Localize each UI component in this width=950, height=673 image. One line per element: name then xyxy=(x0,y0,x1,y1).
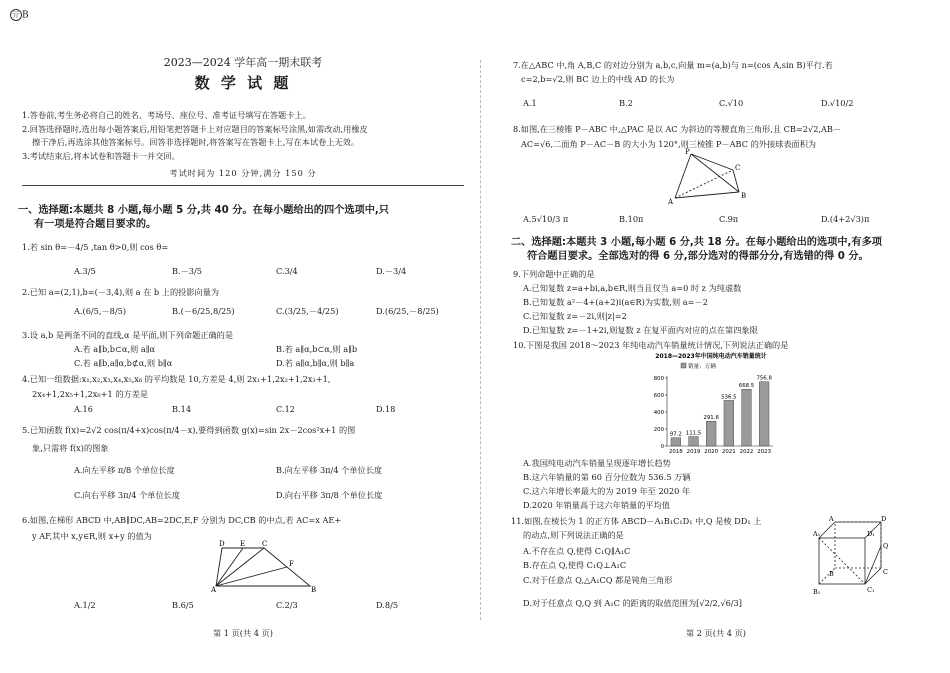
q5-option-c: C.向右平移 3π/4 个单位长度 xyxy=(74,490,181,500)
segment-af xyxy=(216,567,287,586)
q11-stem-cont: 的动点,则下列说法正确的是 xyxy=(523,530,624,540)
label-d1: D₁ xyxy=(867,530,875,538)
q6-option-d: D.8/5 xyxy=(376,600,399,610)
q1-option-d: D.－3/4 xyxy=(376,266,407,276)
q11-stem: 11.如图,在棱长为 1 的正方体 ABCD－A₁B₁C₁D₁ 中,Q 是棱 DD₁ 上 xyxy=(511,516,762,526)
q9-option-b: B.已知复数 a²－4+(a+2)i(a∈R)为实数,则 a=－2 xyxy=(523,297,708,307)
bar-2021 xyxy=(724,400,734,446)
q1-options xyxy=(14,266,472,280)
q7-option-a: A.1 xyxy=(523,98,537,108)
label-p: P xyxy=(685,148,690,156)
q10-option-c: C.这六年增长率最大的为 2019 年至 2020 年 xyxy=(523,486,691,496)
q5-option-b: B.向左平移 3π/4 个单位长度 xyxy=(276,465,383,475)
page-2-footer: 第 2 页(共 4 页) xyxy=(686,628,746,638)
y-tick-label: 200 xyxy=(653,427,664,433)
q3-option-d: D.若 a∥α,b∥α,则 b∥a xyxy=(276,358,355,368)
bar-2020 xyxy=(706,421,716,446)
page-1-footer: 第 1 页(共 4 页) xyxy=(213,628,273,638)
bar-2022 xyxy=(742,389,752,446)
label-a: A xyxy=(668,198,674,206)
q6-stem: 6.如图,在梯形 ABCD 中,AB∥DC,AB=2DC,E,F 分别为 DC,CB 的中点,若 AC=x AE+ xyxy=(22,515,342,525)
q5-stem-cont: 象,只需将 f(x)的图象 xyxy=(32,443,109,453)
notice-2-cont: 擦干净后,再选涂其他答案标号。回答非选择题时,将答案写在答题卡上,写在本试卷上无效。 xyxy=(32,137,360,147)
segment-c1q xyxy=(865,546,881,584)
q6-trapezoid-figure xyxy=(210,540,320,592)
q10-stem: 10.下图是我国 2018～2023 年纯电动汽车销量统计情况,下列说法正确的是 xyxy=(513,340,789,350)
trapezoid-outline xyxy=(216,548,310,586)
label-a: A xyxy=(829,515,834,523)
legend-label: 销量：万辆 xyxy=(688,364,716,370)
q3-option-a: A.若 a∥b,b⊂α,则 a∥α xyxy=(74,344,156,354)
data-label-2020: 291.6 xyxy=(703,415,719,422)
q5-option-a: A.向左平移 π/8 个单位长度 xyxy=(74,465,175,475)
q1-option-c: C.3/4 xyxy=(276,266,298,276)
q11-option-b: B.存在点 Q,使得 C₁Q⊥A₁C xyxy=(523,560,627,570)
section1-heading: 一、选择题:本题共 8 小题,每小题 5 分,共 40 分。在每小题给出的四个选项中,只 xyxy=(18,205,389,216)
q8-option-a: A.5√10/3 π xyxy=(523,214,569,224)
label-q: Q xyxy=(883,542,889,550)
label-b: B xyxy=(829,570,834,578)
label-a1: A₁ xyxy=(813,530,821,538)
q3-option-b: B.若 a∥α,b⊂α,则 a∥b xyxy=(276,344,358,354)
edge-pc xyxy=(691,154,733,170)
q1-option-a: A.3/5 xyxy=(74,266,96,276)
q2-option-b: B.(－6/25,8/25) xyxy=(172,306,235,316)
badge-letter: B xyxy=(22,10,29,21)
q5-options-row2 xyxy=(14,490,472,504)
legend-swatch xyxy=(681,363,686,368)
edge-ab xyxy=(675,192,739,198)
q7-stem: 7.在△ABC 中,角 A,B,C 的对边分别为 a,b,c,向量 m=(a,b)与 n=(cos A,sin B)平行.若 xyxy=(513,60,833,70)
q1-stem: 1.若 sin θ=－4/5 ,tan θ>0,则 cos θ= xyxy=(22,242,169,252)
subject-title: 数 学 试 题 xyxy=(194,74,292,92)
q7-options xyxy=(491,98,941,112)
bar-2023 xyxy=(759,382,769,446)
page-divider xyxy=(480,60,481,620)
data-label-2021: 536.5 xyxy=(721,394,737,401)
q4-option-c: C.12 xyxy=(276,404,295,414)
exam-title: 2023—2024 学年高一期末联考 xyxy=(163,56,323,69)
edge-cb xyxy=(733,170,739,192)
q2-option-a: A.(6/5,－8/5) xyxy=(74,306,127,316)
x-tick-label-2018: 2018 xyxy=(668,449,683,455)
page-2 xyxy=(491,0,941,673)
chart-title: 2018—2023年中国纯电动汽车销量统计 xyxy=(655,353,767,360)
q5-stem: 5.已知函数 f(x)=2√2 cos(π/4+x)cos(π/4－x),要得到函数 g(x)=sin 2x－2cos²x+1 的图 xyxy=(22,425,356,435)
q6-option-a: A.1/2 xyxy=(74,600,96,610)
edge-pa xyxy=(675,154,691,198)
q10-option-d: D.2020 年销量高于这六年销量的平均值 xyxy=(523,500,670,510)
notice-1: 1.答卷前,考生务必将自己的姓名、考场号、座位号、准考证号填写在答题卡上。 xyxy=(22,110,311,120)
label-d: D xyxy=(881,515,887,523)
label-c: C xyxy=(735,164,741,172)
q5-options-row1 xyxy=(14,465,472,479)
q11-cube-figure xyxy=(813,514,891,598)
q2-option-d: D.(6/25,－8/25) xyxy=(376,306,439,316)
y-tick-label: 800 xyxy=(653,376,664,382)
q8-option-b: B.10π xyxy=(619,214,644,224)
q8-stem-cont: AC=√6,二面角 P－AC－B 的大小为 120°,则三棱锥 P－ABC 的外接球表面积为 xyxy=(521,139,817,149)
edge-pb xyxy=(691,154,739,192)
x-tick-label-2019: 2019 xyxy=(686,449,701,455)
q4-stem: 4.已知一组数据:x₁,x₂,x₃,x₄,x₅,x₆ 的平均数是 10,方差是 4,则 2x₁+1,2x₂+1,2x₃+1, xyxy=(22,374,331,384)
q6-stem-cont: y AF,其中 x,y∈R,则 x+y 的值为 xyxy=(32,531,152,541)
section2-heading-cont: 符合题目要求。全部选对的得 6 分,部分选对的得部分分,有选错的得 0 分。 xyxy=(527,251,869,262)
label-e: E xyxy=(240,540,246,548)
header-rule xyxy=(22,185,464,186)
q3-option-c: C.若 a∥b,a∥α,b⊄α,则 b∥α xyxy=(74,358,173,368)
q4-options xyxy=(14,404,472,418)
q4-option-d: D.18 xyxy=(376,404,396,414)
edge-a1a xyxy=(819,522,835,538)
bar-2018 xyxy=(671,438,681,446)
q8-option-c: C.9π xyxy=(719,214,739,224)
q8-options xyxy=(491,214,941,228)
notice-2: 2.回答选择题时,选出每小题答案后,用铅笔把答题卡上对应题目的答案标号涂黑,如需改动,用橡皮 xyxy=(22,124,368,134)
page-1 xyxy=(14,0,472,673)
x-tick-label-2021: 2021 xyxy=(721,449,736,455)
q5-option-d: D.向右平移 3π/8 个单位长度 xyxy=(276,490,383,500)
q8-option-d: D.(4+2√3)π xyxy=(821,214,870,224)
badge-symbol: 亓 xyxy=(10,9,22,21)
bar-chart-svg xyxy=(641,350,781,456)
q3-stem: 3.设 a,b 是两条不同的直线,α 是平面,则下列命题正确的是 xyxy=(22,330,234,340)
q7-option-d: D.√10/2 xyxy=(821,98,854,108)
q7-option-b: B.2 xyxy=(619,98,633,108)
q10-option-a: A.我国纯电动汽车销量呈现逐年增长趋势 xyxy=(523,458,671,468)
y-tick-label: 600 xyxy=(653,393,664,399)
segment-ac xyxy=(216,548,264,586)
label-b1: B₁ xyxy=(813,588,821,596)
q6-option-c: C.2/3 xyxy=(276,600,298,610)
q4-option-a: A.16 xyxy=(74,404,93,414)
label-d: D xyxy=(219,540,225,548)
label-b: B xyxy=(311,586,317,592)
label-b: B xyxy=(741,192,747,200)
q3-options-row2 xyxy=(14,358,472,372)
q11-option-d: D.对于任意点 Q,Q 到 A₁C 的距离的取值范围为[√2/2,√6/3] xyxy=(523,598,742,608)
label-a: A xyxy=(211,586,217,592)
label-c1: C₁ xyxy=(867,586,875,594)
q9-option-a: A.已知复数 z=a+bi,a,b∈R,则当且仅当 a=0 时 z 为纯虚数 xyxy=(523,283,742,293)
q8-stem: 8.如图,在三棱锥 P－ABC 中,△PAC 是以 AC 为斜边的等腰直角三角形,且 CB=2√2,AB－ xyxy=(513,124,842,134)
x-tick-label-2022: 2022 xyxy=(739,449,754,455)
label-c: C xyxy=(262,540,268,548)
q7-stem-cont: c=2,b=√2,则 BC 边上的中线 AD 的长为 xyxy=(521,74,675,84)
q6-option-b: B.6/5 xyxy=(172,600,194,610)
x-tick-label-2023: 2023 xyxy=(757,449,772,455)
q9-stem: 9.下列命题中正确的是 xyxy=(513,269,595,279)
q9-option-d: D.已知复数 z=－1+2i,则复数 z 在复平面内对应的点在第四象限 xyxy=(523,325,758,335)
q9-option-c: C.已知复数 z=－2i,则|z|=2 xyxy=(523,311,627,321)
q1-option-b: B.－3/5 xyxy=(172,266,202,276)
data-label-2023: 756.8 xyxy=(756,375,772,382)
x-tick-label-2020: 2020 xyxy=(704,449,719,455)
q4-stem-cont: 2x₄+1,2x₅+1,2x₆+1 的方差是 xyxy=(32,389,149,399)
q6-options xyxy=(14,600,472,614)
edge-c1c xyxy=(865,568,881,584)
notice-3: 3.考试结束后,将本试卷和答题卡一并交回。 xyxy=(22,151,180,161)
label-f: F xyxy=(289,560,294,568)
data-label-2019: 111.5 xyxy=(685,430,702,437)
q2-options xyxy=(14,306,472,320)
q11-option-c: C.对于任意点 Q,△A₁CQ 都是钝角三角形 xyxy=(523,575,673,585)
q10-option-b: B.这六年销量的第 60 百分位数为 536.5 万辆 xyxy=(523,472,691,482)
q8-tetrahedron-figure xyxy=(667,148,757,206)
q10-bar-chart xyxy=(641,350,781,456)
label-c: C xyxy=(883,568,888,576)
q7-option-c: C.√10 xyxy=(719,98,744,108)
section2-heading: 二、选择题:本题共 3 小题,每小题 6 分,共 18 分。在每小题给出的选项中,有多项 xyxy=(511,237,882,248)
bar-2019 xyxy=(689,437,699,446)
y-tick-label: 400 xyxy=(653,410,664,416)
q2-option-c: C.(3/25,－4/25) xyxy=(276,306,339,316)
time-info: 考试时间为 120 分钟,满分 150 分 xyxy=(169,168,317,178)
q3-options-row1 xyxy=(14,344,472,358)
q2-stem: 2.已知 a=(2,1),b=(－3,4),则 a 在 b 上的投影向量为 xyxy=(22,287,220,297)
data-label-2022: 668.5 xyxy=(738,383,755,390)
q11-option-a: A.不存在点 Q,使得 C₁Q∥A₁C xyxy=(523,546,631,556)
q4-option-b: B.14 xyxy=(172,404,192,414)
y-tick-label: 0 xyxy=(660,444,664,450)
data-label-2018: 97.2 xyxy=(669,431,682,438)
section1-heading-cont: 有一项是符合题目要求的。 xyxy=(34,219,157,230)
